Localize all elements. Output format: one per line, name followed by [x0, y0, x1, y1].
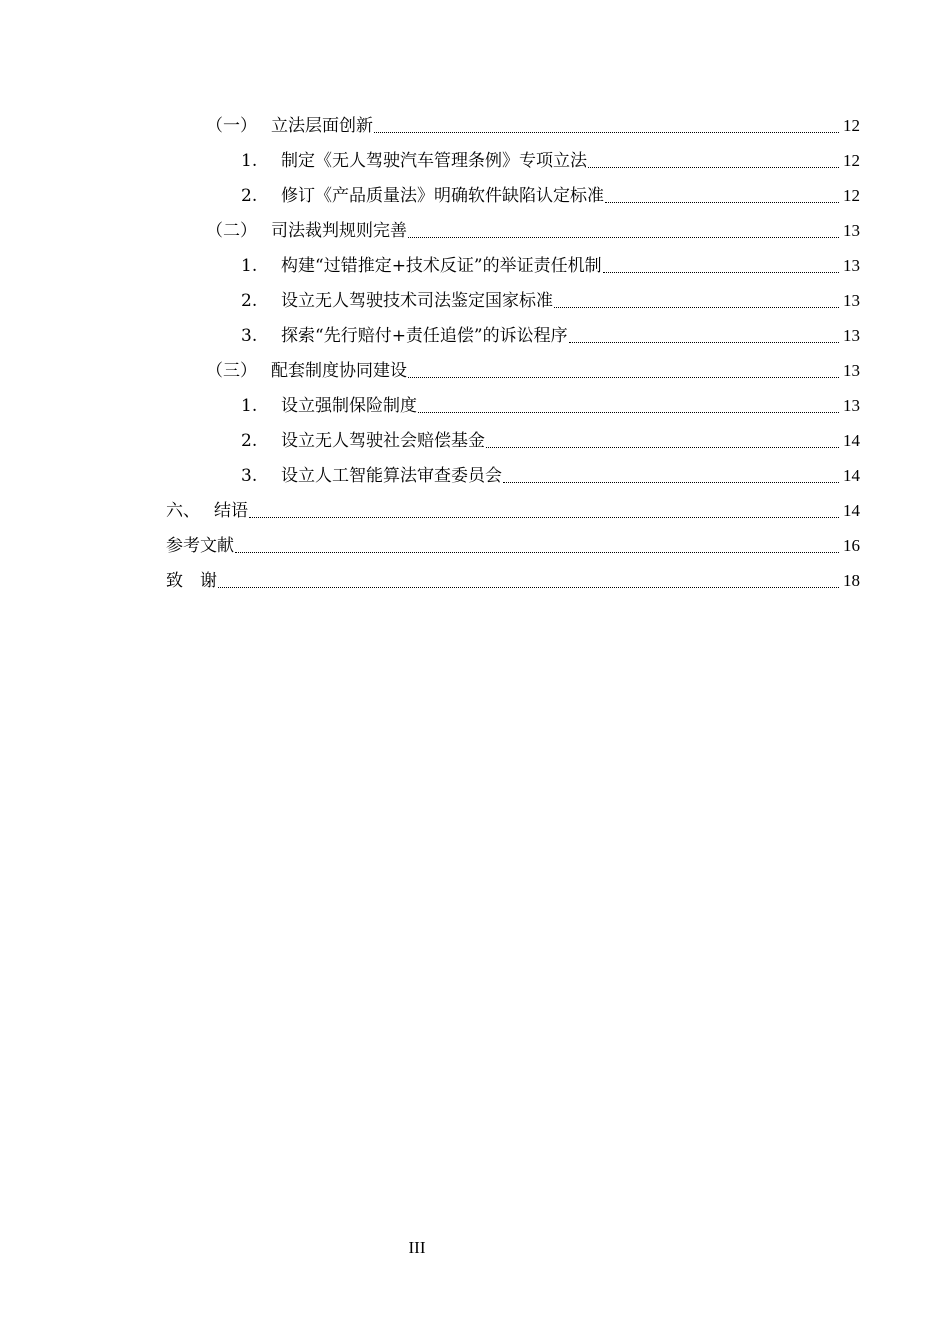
dot-leader	[605, 201, 839, 203]
dot-leader	[486, 446, 839, 448]
dot-leader	[418, 411, 839, 413]
dot-leader	[603, 271, 839, 273]
toc-entry[interactable]	[0, 493, 950, 528]
footer-page-number: III	[408, 1238, 426, 1257]
toc-entry-page: 12	[843, 115, 860, 135]
toc-entry-title: 结语	[214, 500, 248, 521]
dot-leader	[249, 516, 839, 518]
toc-entry-page: 13	[843, 255, 860, 275]
toc-entry-marker: 2.	[241, 185, 258, 206]
toc-entry[interactable]	[0, 458, 950, 493]
dot-leader	[408, 376, 839, 378]
toc-entry-marker: 1.	[241, 255, 258, 276]
toc-entry-title: 探索“先行赔付+责任追偿”的诉讼程序	[281, 325, 568, 346]
toc-entry[interactable]	[0, 563, 950, 598]
dot-leader	[235, 551, 839, 553]
toc-entry-title: 参考文献	[166, 535, 234, 556]
toc-entry-page: 13	[843, 360, 860, 380]
toc-entry-title: 制定《无人驾驶汽车管理条例》专项立法	[281, 150, 587, 171]
toc-entry-page: 14	[843, 430, 860, 450]
dot-leader	[554, 306, 839, 308]
toc-entry[interactable]	[0, 318, 950, 353]
table-of-contents	[0, 108, 950, 598]
toc-entry-page: 13	[843, 395, 860, 415]
toc-entry-marker: 六、	[166, 500, 200, 521]
toc-entry[interactable]	[0, 248, 950, 283]
toc-entry[interactable]	[0, 423, 950, 458]
toc-entry-page: 13	[843, 290, 860, 310]
dot-leader	[588, 166, 839, 168]
toc-entry[interactable]	[0, 108, 950, 143]
toc-entry-page: 14	[843, 500, 860, 520]
toc-entry-marker: 2.	[241, 290, 258, 311]
toc-entry-page: 18	[843, 570, 860, 590]
toc-entry-marker: 3.	[241, 465, 258, 486]
toc-entry-marker: （三）	[206, 360, 257, 381]
toc-entry-marker: （二）	[206, 220, 257, 241]
toc-entry-title: 设立无人驾驶社会赔偿基金	[281, 430, 485, 451]
toc-entry-marker: 2.	[241, 430, 258, 451]
toc-entry-title: 修订《产品质量法》明确软件缺陷认定标准	[281, 185, 604, 206]
toc-entry-page: 16	[843, 535, 860, 555]
toc-entry-marker: 1.	[241, 150, 258, 171]
toc-entry[interactable]	[0, 528, 950, 563]
toc-entry-page: 13	[843, 325, 860, 345]
toc-entry[interactable]	[0, 178, 950, 213]
toc-entry-title: 致 谢	[166, 570, 217, 591]
toc-entry-page: 12	[843, 150, 860, 170]
toc-entry[interactable]	[0, 143, 950, 178]
toc-entry-marker: （一）	[206, 115, 257, 136]
toc-entry-title: 设立强制保险制度	[281, 395, 417, 416]
toc-entry-title: 立法层面创新	[271, 115, 373, 136]
toc-entry-page: 14	[843, 465, 860, 485]
dot-leader	[218, 586, 839, 588]
toc-entry-page: 13	[843, 220, 860, 240]
toc-entry-title: 设立人工智能算法审查委员会	[281, 465, 502, 486]
toc-entry-marker: 3.	[241, 325, 258, 346]
toc-entry[interactable]	[0, 353, 950, 388]
toc-entry-page: 12	[843, 185, 860, 205]
toc-entry-title: 配套制度协同建设	[271, 360, 407, 381]
toc-entry-marker: 1.	[241, 395, 258, 416]
toc-entry-title: 司法裁判规则完善	[271, 220, 407, 241]
dot-leader	[408, 236, 839, 238]
toc-entry-title: 构建“过错推定+技术反证”的举证责任机制	[281, 255, 602, 276]
dot-leader	[569, 341, 839, 343]
toc-entry-title: 设立无人驾驶技术司法鉴定国家标准	[281, 290, 553, 311]
toc-entry[interactable]	[0, 283, 950, 318]
toc-entry[interactable]	[0, 213, 950, 248]
toc-entry[interactable]	[0, 388, 950, 423]
dot-leader	[374, 131, 839, 133]
dot-leader	[503, 481, 839, 483]
